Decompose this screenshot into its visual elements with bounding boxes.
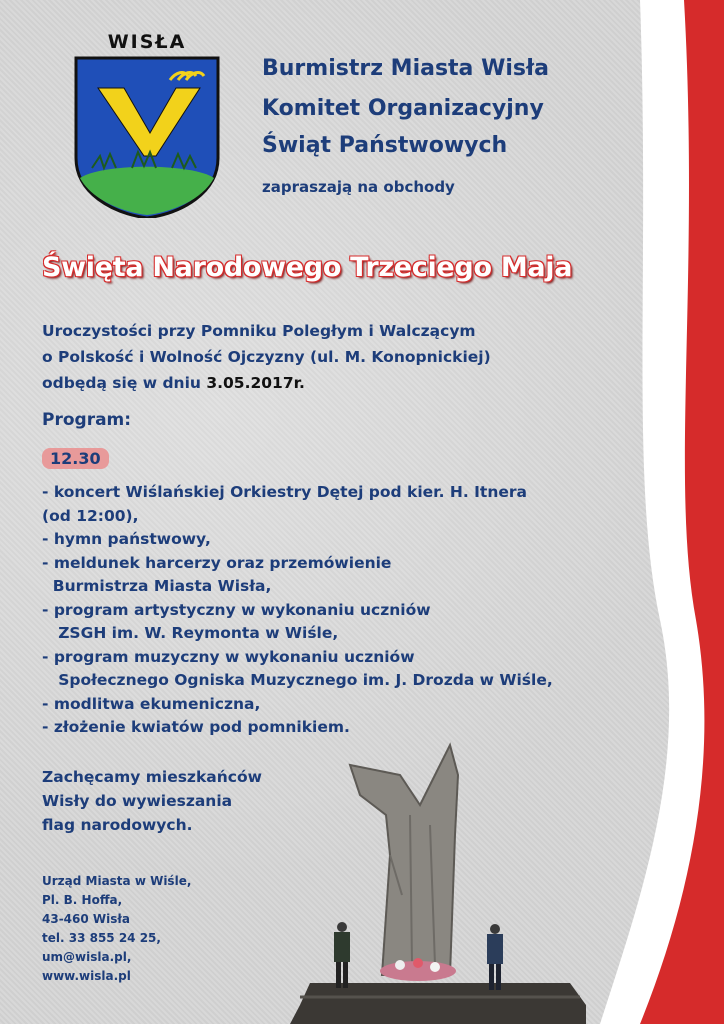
contact-email[interactable]: um@wisla.pl, — [42, 950, 132, 964]
program-time-badge: 12.30 — [42, 448, 109, 469]
flag-appeal — [42, 765, 262, 837]
list-item: Społecznego Ogniska Muzycznego im. J. Drozda w Wiśle, — [42, 671, 553, 689]
program-heading: Program: — [42, 410, 132, 430]
organizer-committee: Komitet Organizacyjny — [262, 96, 544, 121]
monument-photo — [290, 735, 590, 1024]
list-item: - modlitwa ekumeniczna, — [42, 694, 261, 713]
organizer-holidays: Świąt Państwowych — [262, 133, 508, 158]
organizer-mayor: Burmistrz Miasta Wisła — [262, 56, 549, 81]
list-item: - meldunek harcerzy oraz przemówienie — [42, 553, 392, 572]
appeal-line-1: Zachęcamy mieszkańców — [42, 768, 262, 786]
contact-street: Pl. B. Hoffa, — [42, 893, 123, 907]
contact-phone: tel. 33 855 24 25, — [42, 931, 161, 945]
person-right — [487, 924, 503, 990]
list-item: (od 12:00), — [42, 506, 139, 525]
wisla-coat-of-arms — [72, 28, 222, 218]
contact-block — [42, 872, 191, 986]
list-item: - program artystyczny w wykonaniu uczniów — [42, 600, 431, 619]
intro-date-prefix: odbędą się w dniu — [42, 374, 207, 392]
contact-office: Urząd Miasta w Wiśle, — [42, 874, 192, 888]
list-item: - program muzyczny w wykonaniu uczniów — [42, 647, 415, 666]
list-item: - hymn państwowy, — [42, 530, 211, 548]
list-item: - złożenie kwiatów pod pomnikiem. — [42, 718, 350, 736]
contact-postcode: 43-460 Wisła — [42, 912, 130, 926]
list-item: Burmistrza Miasta Wisła, — [42, 577, 272, 595]
contact-website[interactable]: www.wisla.pl — [42, 969, 131, 983]
invitation-text: zapraszają na obchody — [262, 178, 455, 196]
appeal-line-3: flag narodowych. — [42, 816, 193, 834]
person-left — [334, 922, 350, 988]
intro-line-2: o Polskość i Wolność Ojczyzny (ul. M. Konopnickiej) — [42, 348, 491, 366]
appeal-line-2: Wisły do wywieszania — [42, 792, 233, 810]
intro-line-3 — [42, 370, 491, 396]
list-item: - koncert Wiślańskiej Orkiestry Dętej pod kier. H. Itnera — [42, 483, 527, 501]
program-list — [42, 481, 553, 740]
crest-label: WISŁA — [107, 31, 187, 53]
event-title: Święta Narodowego Trzeciego Maja — [42, 252, 573, 283]
event-date: 3.05.2017r. — [206, 374, 305, 392]
list-item: ZSGH im. W. Reymonta w Wiśle, — [42, 624, 339, 642]
event-intro — [42, 318, 491, 396]
intro-line-1: Uroczystości przy Pomniku Poległym i Walczącym — [42, 322, 476, 340]
